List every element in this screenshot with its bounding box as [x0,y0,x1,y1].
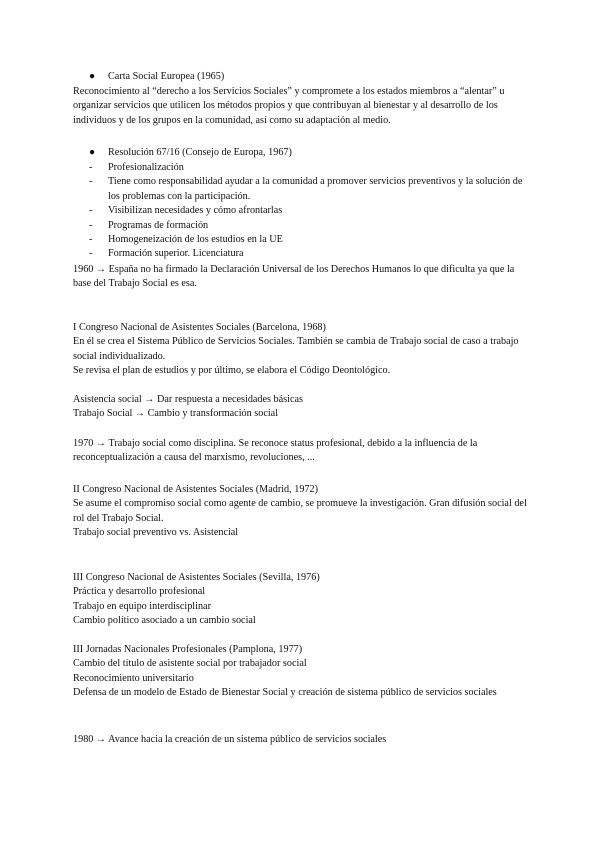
dash-marker: - [89,219,93,231]
section-congreso-barcelona [73,321,531,379]
list-item [89,175,529,204]
section-line: Trabajo social preventivo vs. Asistencial [73,527,239,539]
section-congreso-sevilla [73,571,531,629]
section-1970 [73,437,531,466]
section-line: 1980 → Avance hacia la creación de un sistema público de servicios sociales [73,734,387,745]
section-line: Cambio político asociado a un cambio social [73,615,256,627]
section-line: Se asume el compromiso social como agente de cambio, se promueve la investigación. Gran difusión social del rol del Trabajo Social. [73,498,527,524]
section-line: Reconocimiento universitario [73,672,194,684]
section-line: Trabajo Social → Cambio y transformación social [73,408,279,420]
dash-marker: - [89,205,93,217]
section-1980 [73,733,531,747]
list-item-text: Visibilizan necesidades y cómo afrontarlas [108,205,283,217]
section-title: I Congreso Nacional de Asistentes Sociales (Barcelona, 1968) [73,322,326,333]
bullet-dot-icon: ● [89,71,96,82]
section-title: III Congreso Nacional de Asistentes Sociales (Sevilla, 1976) [73,572,320,583]
list-item [89,219,529,233]
list-item [89,204,529,218]
section-line: En él se crea el Sistema Público de Servicios Sociales. También se cambia de Trabajo social de caso a trabajo social individualizado. [73,336,519,362]
section-title: II Congreso Nacional de Asistentes Sociales (Madrid, 1972) [73,484,319,495]
list-item-text: Programas de formación [108,219,209,231]
list-item [89,161,529,175]
list-item [89,233,529,247]
dash-marker: - [89,234,93,246]
paragraph-1960-note: 1960 → España no ha firmado la Declaración Universal de los Derechos Humanos lo que dificulta ya que la base del Trabajo Social es esa. [73,264,515,290]
section-line: Asistencia social → Dar respuesta a necesidades básicas [73,394,303,405]
section-line: Práctica y desarrollo profesional [73,586,206,598]
resolucion-items-list [89,161,529,262]
section-congreso-madrid [73,483,531,541]
bullet-text: Carta Social Europea (1965) [108,71,225,82]
dash-marker: - [89,162,93,173]
section-asistencia-vs-trabajo [73,393,531,422]
section-jornadas-pamplona [73,643,531,701]
section-title: III Jornadas Nacionales Profesionales (Pamplona, 1977) [73,644,303,655]
list-item [89,247,529,261]
dash-marker: - [89,248,93,260]
bullet-carta-social-europea [89,70,529,84]
section-line: Se revisa el plan de estudios y por último, se elabora el Código Deontológico. [73,365,391,377]
section-line: Trabajo en equipo interdisciplinar [73,600,211,612]
list-item-text: Homogeneización de los estudios en la UE [108,234,283,246]
section-line: Cambio del título de asistente social por trabajador social [73,658,307,670]
list-item-text: Profesionalización [108,162,184,173]
bullet-dot-icon: ● [89,147,96,158]
section-line: 1970 → Trabajo social como disciplina. Se reconoce status profesional, debido a la influencia de la reconceptualización a causa del marxismo, revoluciones, ... [73,438,478,464]
bullet-resolucion [89,146,529,160]
list-item-text: Formación superior. Licenciatura [108,248,244,260]
section-line: Defensa de un modelo de Estado de Bienestar Social y creación de sistema público de servicios sociales [73,687,497,699]
list-item-text: Tiene como responsabilidad ayudar a la comunidad a promover servicios preventivos y la solución de los problemas con la participación. [108,176,523,202]
paragraph-carta-description: Reconocimiento al “derecho a los Servicios Sociales” y compromete a los estados miembros a “alentar” u organizar servicios que utilicen los métodos propios y que contribuyan al bienestar y al desarrollo de los individuos y de los grupos en la comunidad, así como su adaptación al medio. [73,86,505,126]
dash-marker: - [89,176,93,188]
bullet-text: Resolución 67/16 (Consejo de Europa, 1967) [108,147,292,158]
